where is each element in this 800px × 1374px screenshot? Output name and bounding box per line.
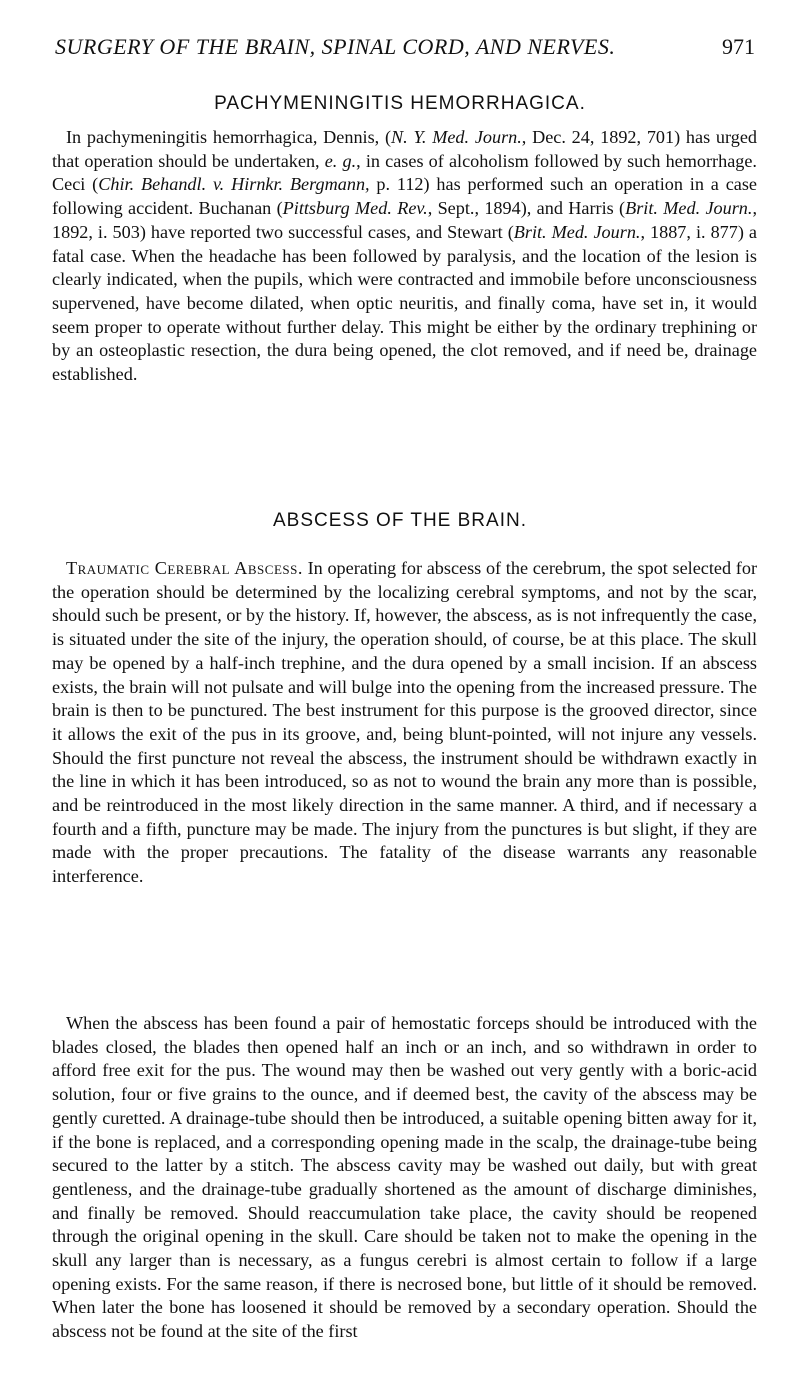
lead-in: Traumatic Cerebral Abscess. xyxy=(66,558,303,578)
running-title: SURGERY OF THE BRAIN, SPINAL CORD, AND NERVES. xyxy=(55,34,616,59)
running-header xyxy=(55,34,755,62)
paragraph-traumatic-abscess xyxy=(52,557,757,889)
text-run: , Sept., 1894), and Harris ( xyxy=(427,198,626,219)
citation-journal: Pittsburg Med. Rev. xyxy=(282,198,428,219)
text-run: In pachymeningitis hemorrhagica, Dennis, ( xyxy=(66,127,392,147)
paragraph-pachymeningitis xyxy=(52,126,757,387)
section-heading-abscess: ABSCESS OF THE BRAIN. xyxy=(273,510,527,531)
text-run: , 1887, i. 877) a fatal case. When the headache has been followed by paralysis, and the location of the lesion is clearly indicated, when the pupils, which were contracted and immobile before unconsciousness supervened, have become dilated, when optic neuritis, and finally coma, have set in, it would seem proper to operate without further delay. This might be either by the ordinary trephining or by an osteoplastic resection, the dura being opened, the clot removed, and if need be, drainage established. xyxy=(52,221,758,385)
text-run: p. 112) has performed such an operation in a case following accident. Buchanan ( xyxy=(52,174,757,219)
citation-journal: Chir. Behandl. v. Hirnkr. Bergmann, xyxy=(98,174,370,195)
citation-journal: Brit. Med. Journ. xyxy=(513,221,641,242)
text-run: , Dec. 24, 1892, 701) has urged that operation should be undertaken, xyxy=(52,127,757,171)
text-run: In operating for abscess of the cerebrum, the spot selected for the operation should be determined by the localizing cerebral symptoms, and not by the scar, should such be present, or by the history. If, however, the abscess, as is not infrequently the case, is situated under the site of the injury, the operation should, of course, be at this place. The skull may be opened by a half-inch trephine, and the dura opened by a small incision. If an abscess exists, the brain will not pulsate and will bulge into the opening from the increased pressure. The brain is then to be punctured. The best instrument for this purpose is the grooved director, since it allows the exit of the pus in its groove, and, being blunt-pointed, will not injure any vessels. Should the first puncture not reveal the abscess, the instrument should be withdrawn exactly in the line in which it has been introduced, so as not to wound the brain any more than is possible, and be reintroduced in the most likely direction in the same manner. A third, and if necessary a fourth and a fifth, puncture may be made. The injury from the punctures is but slight, if they are made with the proper precautions. The fatality of the disease warrants any reasonable interference. xyxy=(52,558,757,887)
section-heading-pachymeningitis: PACHYMENINGITIS HEMORRHAGICA. xyxy=(214,93,586,114)
italic-abbrev: e. g. xyxy=(324,150,357,171)
citation-journal: Brit. Med. Journ. xyxy=(625,198,753,219)
text-run: , 1892, i. 503) have reported two successful cases, and Stewart ( xyxy=(52,198,757,242)
citation-journal: N. Y. Med. Journ. xyxy=(391,127,522,147)
text-run: , in cases of alcoholism followed by such hemorrhage. Ceci ( xyxy=(52,150,757,195)
paragraph-abscess-treatment: When the abscess has been found a pair of hemostatic forceps should be introduced with the blades closed, the blades then opened half an inch or an inch, and so withdrawn in order to afford free exit for the pus. The wound may then be washed out very gently with a boric-acid solution, four or five grains to the ounce, and if deemed best, the cavity of the abscess may be gently curetted. A drainage-tube should then be introduced, a suitable opening bitten away for it, if the bone is replaced, and a corresponding opening made in the scalp, the drainage-tube being secured to the latter by a stitch. The abscess cavity may be washed out daily, but with great gentleness, and the drainage-tube gradually shortened as the amount of discharge diminishes, and finally be removed. Should reaccumulation take place, the cavity should be reopened through the original opening in the skull. Care should be taken not to make the opening in the skull any larger than is necessary, as a fungus cerebri is almost certain to follow if a large opening exists. For the same reason, if there is necrosed bone, but little of it should be removed. When later the bone has loosened it should be removed by a secondary operation. Should the abscess not be found at the site of the first xyxy=(52,1013,757,1342)
page-number: 971 xyxy=(722,34,755,59)
